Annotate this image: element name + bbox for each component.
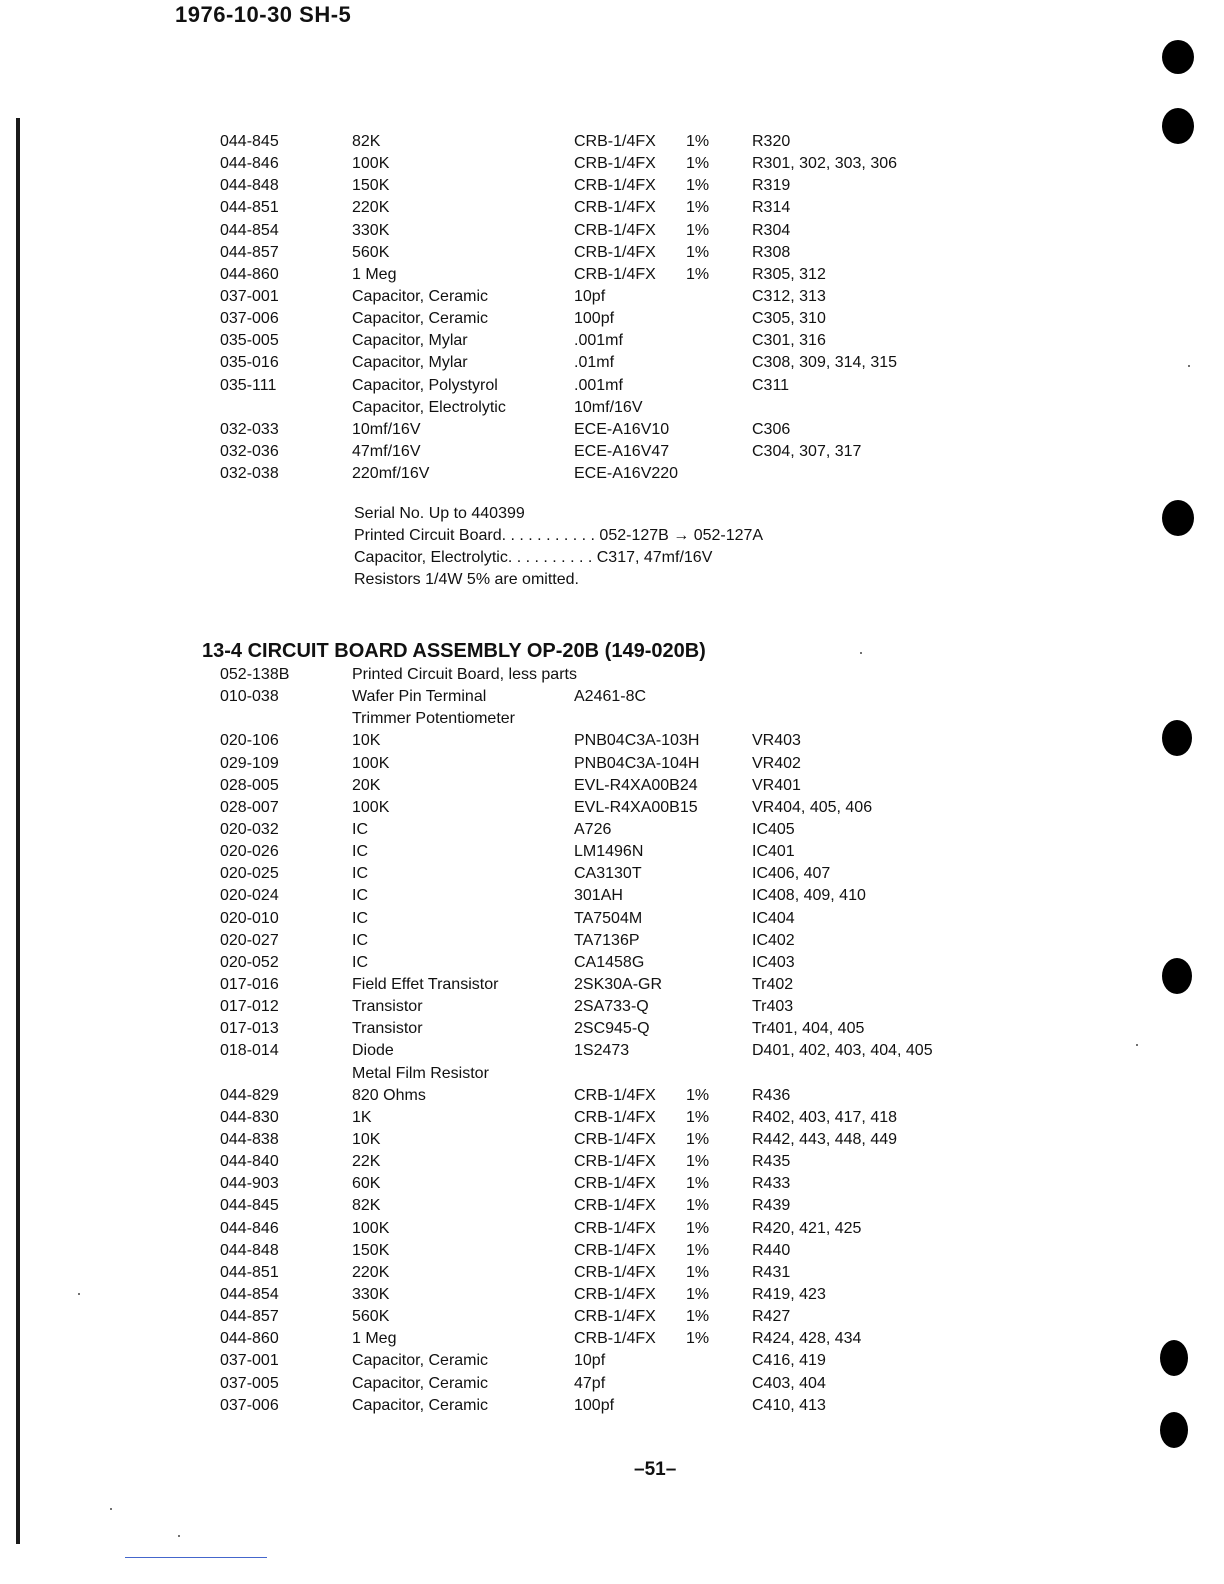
- cell-part: 032-038: [220, 465, 279, 483]
- cell-desc: 100K: [352, 754, 390, 772]
- cell-tol: 1%: [686, 265, 710, 283]
- table-row: [0, 885, 1224, 907]
- table-row: [0, 220, 1224, 242]
- cell-desc: Metal Film Resistor: [352, 1064, 489, 1082]
- table-row: [0, 996, 1224, 1018]
- table-row: [0, 419, 1224, 441]
- cell-desc: 560K: [352, 1308, 390, 1326]
- cell-ref: VR403: [752, 732, 801, 750]
- cell-desc: Wafer Pin Terminal: [352, 688, 487, 706]
- cell-part: 044-851: [220, 1263, 279, 1281]
- cell-part: 029-109: [220, 754, 279, 772]
- table-row: [0, 664, 1224, 686]
- cell-ref: Tr401, 404, 405: [752, 1020, 865, 1038]
- cell-desc: 10mf/16V: [352, 420, 421, 438]
- table-row: [0, 397, 1224, 419]
- cell-desc: 20K: [352, 776, 381, 794]
- cell-desc: 330K: [352, 221, 390, 239]
- cell-spec: TA7504M: [574, 909, 643, 927]
- cell-desc: 220K: [352, 199, 390, 217]
- cell-tol: 1%: [686, 221, 710, 239]
- cell-desc: IC: [352, 953, 368, 971]
- table-row: [0, 1218, 1224, 1240]
- cell-spec: CRB-1/4FX: [574, 1308, 656, 1326]
- cell-ref: IC406, 407: [752, 865, 831, 883]
- table-row: [0, 753, 1224, 775]
- cell-ref: R431: [752, 1263, 791, 1281]
- cell-spec: CRB-1/4FX: [574, 177, 656, 195]
- cell-desc: 820 Ohms: [352, 1086, 426, 1104]
- cell-part: 044-848: [220, 177, 279, 195]
- cell-ref: C403, 404: [752, 1374, 826, 1392]
- cell-ref: IC403: [752, 953, 795, 971]
- table-row: [0, 441, 1224, 463]
- cell-part: 017-013: [220, 1020, 279, 1038]
- cell-desc: Field Effet Transistor: [352, 975, 499, 993]
- table-row: [0, 730, 1224, 752]
- note-line: Printed Circuit Board. . . . . . . . . . . 052-127B → 052-127A: [354, 527, 764, 544]
- cell-spec: .001mf: [574, 332, 623, 350]
- table-row: [0, 1173, 1224, 1195]
- cell-desc: 1 Meg: [352, 1330, 397, 1348]
- table-row: [0, 1063, 1224, 1085]
- cell-ref: C311: [752, 376, 790, 394]
- cell-part: 044-860: [220, 1330, 279, 1348]
- table-row: [0, 463, 1224, 485]
- cell-part: 044-903: [220, 1175, 279, 1193]
- cell-ref: D401, 402, 403, 404, 405: [752, 1042, 933, 1060]
- table-row: [0, 1395, 1224, 1417]
- cell-spec: 2SA733-Q: [574, 998, 649, 1016]
- cell-desc: IC: [352, 931, 368, 949]
- page-number: –51–: [634, 1459, 677, 1480]
- cell-desc: IC: [352, 865, 368, 883]
- cell-ref: VR402: [752, 754, 801, 772]
- cell-desc: 10K: [352, 732, 381, 750]
- cell-part: 044-857: [220, 243, 279, 261]
- cell-ref: IC402: [752, 931, 795, 949]
- cell-part: 035-111: [220, 376, 277, 394]
- table-row: [0, 1040, 1224, 1062]
- cell-desc: Capacitor, Ceramic: [352, 1374, 489, 1392]
- cell-spec: CA1458G: [574, 953, 645, 971]
- cell-tol: 1%: [686, 1241, 710, 1259]
- cell-spec: CRB-1/4FX: [574, 1219, 656, 1237]
- table-row: [0, 1306, 1224, 1328]
- cell-part: 044-845: [220, 133, 279, 150]
- cell-part: 020-025: [220, 865, 279, 883]
- cell-spec: CRB-1/4FX: [574, 1197, 656, 1215]
- cell-ref: R424, 428, 434: [752, 1330, 862, 1348]
- cell-tol: 1%: [686, 1197, 710, 1215]
- cell-part: 044-854: [220, 221, 279, 239]
- cell-spec: CRB-1/4FX: [574, 1175, 656, 1193]
- cell-tol: 1%: [686, 1263, 710, 1281]
- cell-part: 044-846: [220, 155, 279, 173]
- cell-ref: R442, 443, 448, 449: [752, 1130, 898, 1148]
- cell-desc: 220mf/16V: [352, 465, 430, 483]
- cell-desc: 330K: [352, 1285, 390, 1303]
- table-row: [0, 330, 1224, 352]
- table-row: [0, 1129, 1224, 1151]
- cell-ref: R304: [752, 221, 791, 239]
- table-row: [0, 797, 1224, 819]
- note-line: Resistors 1/4W 5% are omitted.: [354, 571, 579, 588]
- scan-speck: [178, 1535, 180, 1537]
- cell-desc: 60K: [352, 1175, 381, 1193]
- cell-part: 017-016: [220, 975, 279, 993]
- cell-ref: Tr403: [752, 998, 794, 1016]
- cell-desc: 1 Meg: [352, 265, 397, 283]
- cell-ref: R305, 312: [752, 265, 826, 283]
- table-row: [0, 775, 1224, 797]
- cell-desc: Printed Circuit Board, less parts: [352, 666, 577, 683]
- cell-spec: CRB-1/4FX: [574, 1241, 656, 1259]
- cell-spec: CRB-1/4FX: [574, 1285, 656, 1303]
- table-row: [0, 686, 1224, 708]
- cell-part: 020-026: [220, 843, 279, 861]
- cell-tol: 1%: [686, 243, 710, 261]
- cell-part: 044-840: [220, 1153, 279, 1171]
- table-row: [0, 974, 1224, 996]
- cell-part: 044-830: [220, 1108, 279, 1126]
- cell-desc: 100K: [352, 798, 390, 816]
- cell-ref: R440: [752, 1241, 791, 1259]
- cell-part: 028-007: [220, 798, 279, 816]
- bottom-rule: [125, 1557, 267, 1558]
- cell-part: 010-038: [220, 688, 279, 706]
- cell-part: 044-860: [220, 265, 279, 283]
- cell-desc: 47mf/16V: [352, 442, 421, 460]
- cell-spec: 10mf/16V: [574, 398, 643, 416]
- table-row: [0, 264, 1224, 286]
- cell-ref: R319: [752, 177, 791, 195]
- cell-spec: CRB-1/4FX: [574, 1130, 656, 1148]
- cell-spec: CRB-1/4FX: [574, 155, 656, 173]
- cell-desc: Capacitor, Polystyrol: [352, 376, 498, 394]
- table-row: [0, 197, 1224, 219]
- cell-spec: .001mf: [574, 376, 623, 394]
- cell-tol: 1%: [686, 155, 710, 173]
- cell-part: 044-838: [220, 1130, 279, 1148]
- cell-desc: Diode: [352, 1042, 394, 1060]
- cell-part: 044-854: [220, 1285, 279, 1303]
- table-row: [0, 242, 1224, 264]
- cell-spec: A2461-8C: [574, 688, 647, 706]
- scan-speck: [860, 652, 862, 654]
- cell-desc: 1K: [352, 1108, 372, 1126]
- table-row: [0, 352, 1224, 374]
- cell-spec: CRB-1/4FX: [574, 133, 656, 150]
- cell-ref: R439: [752, 1197, 791, 1215]
- cell-tol: 1%: [686, 1086, 710, 1104]
- page-header: 1976-10-30 SH-5: [175, 2, 352, 27]
- cell-part: 037-005: [220, 1374, 279, 1392]
- cell-spec: 47pf: [574, 1374, 606, 1392]
- cell-spec: PNB04C3A-103H: [574, 732, 700, 750]
- cell-spec: CRB-1/4FX: [574, 1086, 656, 1104]
- cell-ref: R301, 302, 303, 306: [752, 155, 898, 173]
- cell-tol: 1%: [686, 1153, 710, 1171]
- cell-tol: 1%: [686, 1285, 710, 1303]
- cell-desc: 82K: [352, 1197, 381, 1215]
- table-row: [0, 375, 1224, 397]
- cell-spec: CRB-1/4FX: [574, 243, 656, 261]
- cell-spec: CRB-1/4FX: [574, 221, 656, 239]
- table-row: [0, 708, 1224, 730]
- cell-ref: IC404: [752, 909, 795, 927]
- cell-part: 020-032: [220, 820, 279, 838]
- cell-desc: 560K: [352, 243, 390, 261]
- cell-part: 020-010: [220, 909, 279, 927]
- cell-desc: IC: [352, 887, 368, 905]
- cell-part: 035-016: [220, 354, 279, 372]
- cell-tol: 1%: [686, 1330, 710, 1348]
- cell-spec: 10pf: [574, 1352, 606, 1370]
- cell-desc: 22K: [352, 1153, 381, 1171]
- cell-spec: 100pf: [574, 1396, 615, 1414]
- cell-desc: Capacitor, Mylar: [352, 354, 468, 372]
- cell-part: 044-857: [220, 1308, 279, 1326]
- scan-speck: [110, 1508, 112, 1510]
- cell-ref: C306: [752, 420, 791, 438]
- table-row: [0, 863, 1224, 885]
- cell-part: 028-005: [220, 776, 279, 794]
- cell-desc: IC: [352, 820, 368, 838]
- cell-desc: 100K: [352, 155, 390, 173]
- cell-ref: C301, 316: [752, 332, 826, 350]
- cell-part: 037-006: [220, 1396, 279, 1414]
- cell-tol: 1%: [686, 1308, 710, 1326]
- cell-spec: CRB-1/4FX: [574, 265, 656, 283]
- cell-spec: CRB-1/4FX: [574, 1263, 656, 1281]
- cell-desc: 100K: [352, 1219, 390, 1237]
- cell-spec: EVL-R4XA00B24: [574, 776, 698, 794]
- cell-ref: C416, 419: [752, 1352, 826, 1370]
- cell-ref: VR401: [752, 776, 801, 794]
- cell-part: 032-036: [220, 442, 279, 460]
- note-line: Capacitor, Electrolytic. . . . . . . . . . C317, 47mf/16V: [354, 549, 713, 566]
- cell-desc: Capacitor, Ceramic: [352, 287, 489, 305]
- cell-ref: IC401: [752, 843, 795, 861]
- cell-spec: ECE-A16V220: [574, 465, 679, 483]
- cell-desc: Capacitor, Ceramic: [352, 1396, 489, 1414]
- cell-spec: CRB-1/4FX: [574, 1330, 656, 1348]
- binder-hole-icon: [1162, 500, 1194, 536]
- cell-ref: C305, 310: [752, 310, 826, 328]
- cell-part: 044-848: [220, 1241, 279, 1259]
- table-row: [0, 1350, 1224, 1372]
- cell-part: 018-014: [220, 1042, 279, 1060]
- table-row: [0, 1284, 1224, 1306]
- table-row: [0, 1195, 1224, 1217]
- table-row: [0, 1373, 1224, 1395]
- cell-desc: Capacitor, Ceramic: [352, 310, 489, 328]
- table-row: [0, 1151, 1224, 1173]
- cell-spec: 301AH: [574, 887, 623, 905]
- cell-desc: Capacitor, Electrolytic: [352, 398, 506, 416]
- table-row: [0, 841, 1224, 863]
- cell-spec: ECE-A16V10: [574, 420, 670, 438]
- parts-table-upper: [0, 131, 1224, 485]
- cell-part: 037-001: [220, 1352, 279, 1370]
- cell-desc: IC: [352, 843, 368, 861]
- cell-tol: 1%: [686, 1219, 710, 1237]
- cell-ref: Tr402: [752, 975, 794, 993]
- note-line: Serial No. Up to 440399: [354, 505, 525, 522]
- cell-spec: ECE-A16V47: [574, 442, 670, 460]
- cell-ref: R419, 423: [752, 1285, 826, 1303]
- cell-spec: 2SK30A-GR: [574, 975, 663, 993]
- table-row: [0, 1240, 1224, 1262]
- table-row: [0, 952, 1224, 974]
- cell-ref: C410, 413: [752, 1396, 826, 1414]
- cell-desc: Capacitor, Ceramic: [352, 1352, 489, 1370]
- table-row: [0, 1018, 1224, 1040]
- cell-part: 044-829: [220, 1086, 279, 1104]
- binder-hole-icon: [1160, 1412, 1188, 1448]
- section-title: 13-4 CIRCUIT BOARD ASSEMBLY OP-20B (149-020B): [202, 640, 706, 662]
- cell-part: 017-012: [220, 998, 279, 1016]
- cell-part: 037-001: [220, 287, 279, 305]
- table-row: [0, 819, 1224, 841]
- cell-spec: 10pf: [574, 287, 606, 305]
- table-row: [0, 175, 1224, 197]
- cell-part: 037-006: [220, 310, 279, 328]
- cell-tol: 1%: [686, 177, 710, 195]
- table-row: [0, 286, 1224, 308]
- cell-ref: C304, 307, 317: [752, 442, 862, 460]
- cell-tol: 1%: [686, 133, 710, 150]
- cell-ref: R436: [752, 1086, 791, 1104]
- cell-spec: 1S2473: [574, 1042, 630, 1060]
- cell-ref: C312, 313: [752, 287, 826, 305]
- table-row: [0, 153, 1224, 175]
- parts-table-op20b: [0, 664, 1224, 1417]
- table-row: [0, 308, 1224, 330]
- cell-spec: A726: [574, 820, 612, 838]
- cell-part: 035-005: [220, 332, 279, 350]
- cell-tol: 1%: [686, 1130, 710, 1148]
- cell-desc: 150K: [352, 1241, 390, 1259]
- cell-desc: 82K: [352, 133, 381, 150]
- cell-ref: R433: [752, 1175, 791, 1193]
- cell-desc: 10K: [352, 1130, 381, 1148]
- cell-desc: 220K: [352, 1263, 390, 1281]
- cell-spec: CRB-1/4FX: [574, 1108, 656, 1126]
- cell-desc: Transistor: [352, 1020, 423, 1038]
- cell-ref: R314: [752, 199, 791, 217]
- cell-part: 044-846: [220, 1219, 279, 1237]
- cell-ref: IC405: [752, 820, 795, 838]
- cell-desc: Transistor: [352, 998, 423, 1016]
- table-row: [0, 1085, 1224, 1107]
- table-row: [0, 1262, 1224, 1284]
- cell-part: 052-138B: [220, 666, 290, 683]
- cell-spec: EVL-R4XA00B15: [574, 798, 698, 816]
- binder-hole-icon: [1162, 40, 1194, 74]
- serial-notes: [354, 503, 763, 591]
- cell-ref: R427: [752, 1308, 791, 1326]
- cell-part: 020-027: [220, 931, 279, 949]
- cell-tol: 1%: [686, 1175, 710, 1193]
- cell-ref: IC408, 409, 410: [752, 887, 866, 905]
- cell-desc: Capacitor, Mylar: [352, 332, 468, 350]
- cell-part: 044-845: [220, 1197, 279, 1215]
- cell-part: 020-052: [220, 953, 279, 971]
- cell-spec: LM1496N: [574, 843, 644, 861]
- cell-spec: TA7136P: [574, 931, 640, 949]
- cell-tol: 1%: [686, 1108, 710, 1126]
- cell-ref: C308, 309, 314, 315: [752, 354, 898, 372]
- cell-spec: 100pf: [574, 310, 615, 328]
- cell-tol: 1%: [686, 199, 710, 217]
- cell-ref: R402, 403, 417, 418: [752, 1108, 898, 1126]
- cell-ref: R420, 421, 425: [752, 1219, 862, 1237]
- cell-spec: CRB-1/4FX: [574, 199, 656, 217]
- cell-ref: R435: [752, 1153, 791, 1171]
- cell-ref: R308: [752, 243, 791, 261]
- cell-part: 044-851: [220, 199, 279, 217]
- cell-part: 020-024: [220, 887, 279, 905]
- cell-spec: CRB-1/4FX: [574, 1153, 656, 1171]
- table-row: [0, 930, 1224, 952]
- cell-ref: R320: [752, 133, 791, 150]
- cell-desc: Trimmer Potentiometer: [352, 710, 515, 728]
- cell-spec: 2SC945-Q: [574, 1020, 650, 1038]
- cell-desc: IC: [352, 909, 368, 927]
- table-row: [0, 908, 1224, 930]
- cell-desc: 150K: [352, 177, 390, 195]
- cell-part: 032-033: [220, 420, 279, 438]
- cell-spec: .01mf: [574, 354, 615, 372]
- cell-part: 020-106: [220, 732, 279, 750]
- cell-ref: VR404, 405, 406: [752, 798, 873, 816]
- cell-spec: CA3130T: [574, 865, 642, 883]
- table-row: [0, 1328, 1224, 1350]
- table-row: [0, 131, 1224, 153]
- cell-spec: PNB04C3A-104H: [574, 754, 700, 772]
- table-row: [0, 1107, 1224, 1129]
